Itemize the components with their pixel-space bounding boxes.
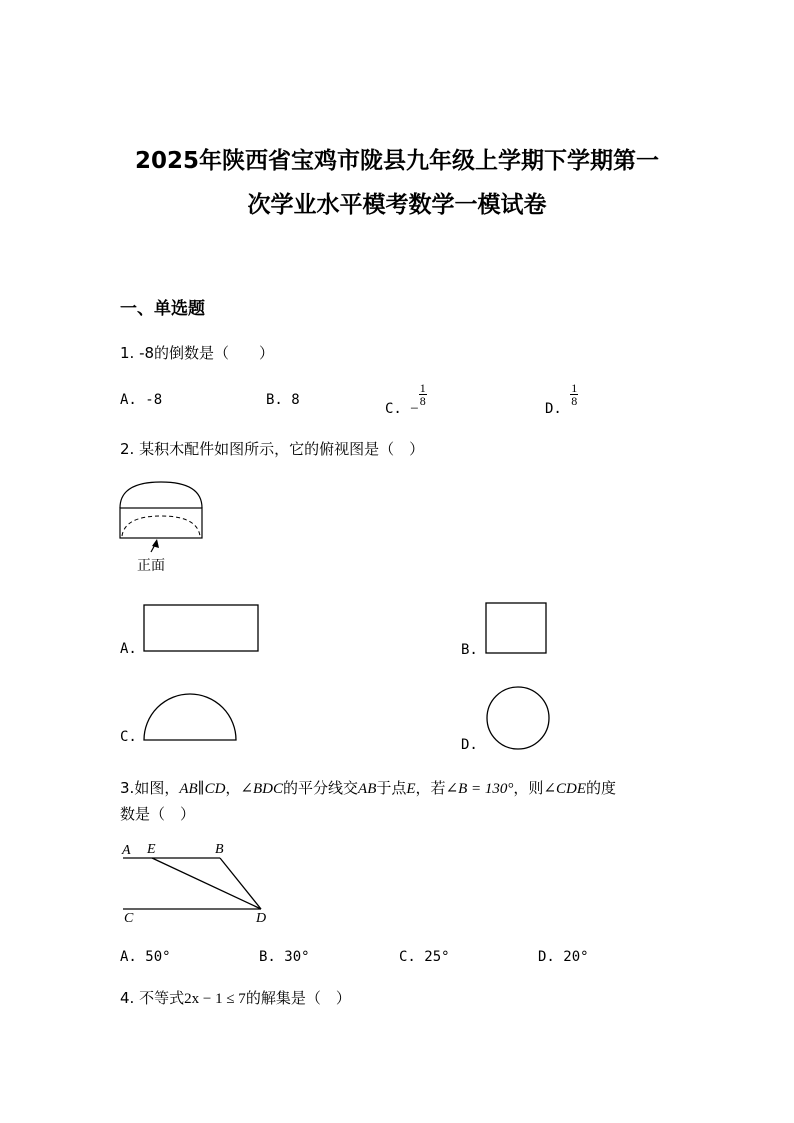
question-2-number: 2. [120, 440, 135, 458]
q2-front-label: 正面 [137, 559, 165, 574]
q3-label-b: B [215, 842, 224, 857]
question-4-math: 2x − 1 ≤ 7 [184, 991, 246, 1007]
q1-option-c [385, 381, 427, 417]
question-4-number: 4. [120, 989, 135, 1007]
question-4-text-pre: 不等式 [139, 989, 185, 1007]
question-1 [120, 342, 274, 363]
q3-text-1: ， [225, 779, 241, 797]
q1-option-a: A. -8 [120, 392, 163, 408]
q1-option-c-numerator: 1 [419, 381, 426, 395]
q3-geometry-figure [115, 838, 275, 930]
q3-text-pre: 如图， [134, 779, 180, 797]
q2-block-hidden-arch [122, 516, 200, 536]
q3-math-ab: AB [358, 781, 377, 797]
question-4-text-post: 的解集是（ ） [245, 989, 351, 1007]
question-1-text: -8的倒数是（ ） [139, 344, 275, 362]
q2-block-body [120, 508, 202, 538]
q1-option-d-fraction [570, 382, 578, 407]
page-title-line2: 次学业水平模考数学一模试卷 [247, 192, 547, 218]
q3-line-ed [152, 858, 261, 909]
q1-option-d [545, 381, 578, 417]
question-3-line2: 数是（ ） [120, 805, 196, 823]
q2-option-d-circle-shape [487, 687, 549, 749]
question-3-number: 3. [120, 779, 135, 797]
q2-option-a-rect-shape [144, 605, 258, 651]
q2-option-b-rect-shape [486, 603, 546, 653]
q3-math-angle-b: ∠B = 130° [445, 781, 514, 797]
page-title-line1: 2025年陕西省宝鸡市陇县九年级上学期下学期第一 [134, 148, 659, 174]
q2-option-c-semicircle [142, 692, 240, 744]
section-heading: 一、单选题 [120, 299, 205, 319]
q2-option-d-circle [484, 684, 552, 752]
q3-text-2: 的平分线交 [283, 779, 359, 797]
q2-front-arrow-head [152, 539, 159, 548]
q3-text-4: ，若 [415, 779, 446, 797]
q2-block-arch-top [120, 482, 202, 508]
question-3-line1 [120, 777, 616, 798]
q1-option-c-fraction [419, 382, 427, 407]
q3-math-parallel: AB∥CD [179, 781, 226, 797]
q1-option-d-numerator: 1 [571, 381, 578, 395]
q3-text-5: ，则 [513, 779, 544, 797]
q3-text-3: 于点 [376, 779, 407, 797]
q3-line-bd [220, 858, 261, 909]
q3-option-b: B. 30° [259, 949, 310, 965]
q1-option-c-denominator: 8 [419, 394, 426, 408]
q3-label-e: E [147, 842, 156, 857]
q3-text-6: 的度 [586, 779, 617, 797]
q1-option-c-label: C. [385, 400, 402, 417]
q2-option-d-label: D. [461, 737, 478, 753]
q3-math-angle-bdc: ∠BDC [240, 781, 284, 797]
question-2 [120, 438, 424, 459]
q1-option-c-sign: − [410, 400, 419, 417]
q3-label-a: A [122, 843, 131, 858]
q3-label-c: C [124, 911, 134, 926]
q1-option-b: B. 8 [266, 392, 300, 408]
q2-option-a-rectangle [143, 604, 261, 654]
question-1-number: 1. [120, 344, 135, 362]
q1-option-d-denominator: 8 [571, 394, 578, 408]
q2-option-c-label: C. [120, 729, 137, 745]
q1-option-d-label: D. [545, 400, 562, 417]
q2-option-b-square [485, 602, 549, 656]
q3-label-d: D [256, 911, 267, 926]
q2-option-a-label: A. [120, 641, 137, 657]
question-4 [120, 987, 351, 1008]
q3-option-c: C. 25° [399, 949, 450, 965]
q3-math-e: E [406, 781, 416, 797]
q3-math-angle-cde: ∠CDE [543, 781, 587, 797]
q2-option-c-semicircle-shape [144, 694, 236, 740]
q3-option-d: D. 20° [538, 949, 589, 965]
q3-option-a: A. 50° [120, 949, 171, 965]
q2-option-b-label: B. [461, 642, 478, 658]
q2-block-figure [115, 478, 215, 576]
question-2-text: 某积木配件如图所示，它的俯视图是（ ） [139, 440, 425, 458]
